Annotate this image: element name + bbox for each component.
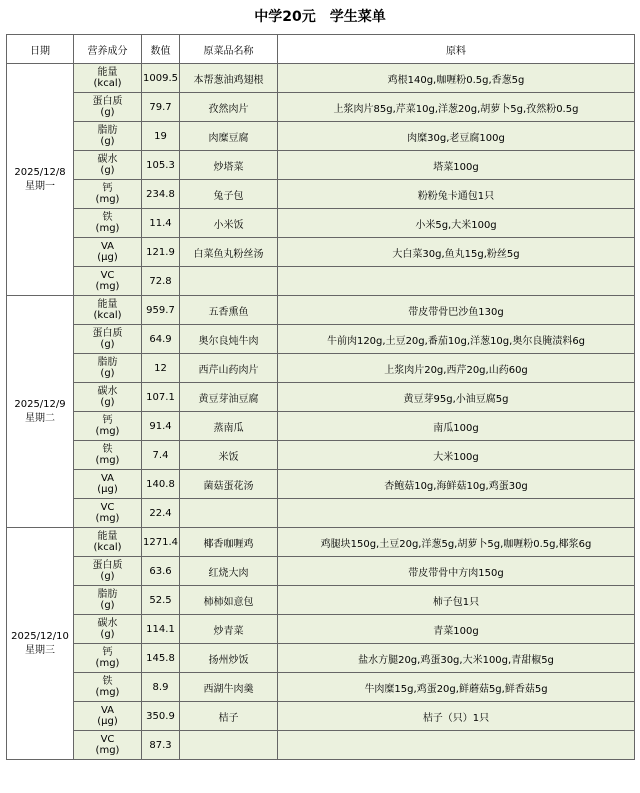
value-cell: 22.4 xyxy=(142,499,180,528)
table-row xyxy=(7,586,635,615)
weekday-text: 星期二 xyxy=(25,412,55,424)
nutrient-name: 钙 xyxy=(102,183,113,194)
nutrient-unit: (g) xyxy=(100,107,115,118)
dish-cell: 奥尔良炖牛肉 xyxy=(180,325,278,354)
ingredients-cell: 上浆肉片85g,芹菜10g,洋葱20g,胡萝卜5g,孜然粉0.5g xyxy=(278,93,635,122)
nutrient-name: 蛋白质 xyxy=(92,560,123,571)
nutrient-cell xyxy=(74,615,142,644)
dish-cell: 五香熏鱼 xyxy=(180,296,278,325)
table-row xyxy=(7,296,635,325)
ingredients-cell: 牛前肉120g,土豆20g,番茄10g,洋葱10g,奥尔良腌渍料6g xyxy=(278,325,635,354)
nutrient-unit: (mg) xyxy=(95,455,120,466)
nutrient-cell xyxy=(74,644,142,673)
value-cell: 145.8 xyxy=(142,644,180,673)
nutrient-name: 钙 xyxy=(102,647,113,658)
nutrient-cell xyxy=(74,93,142,122)
nutrient-cell xyxy=(74,296,142,325)
nutrient-unit: (mg) xyxy=(95,426,120,437)
value-cell: 1271.4 xyxy=(142,528,180,557)
ingredients-cell: 肉糜30g,老豆腐100g xyxy=(278,122,635,151)
table-row xyxy=(7,180,635,209)
nutrient-name: VC xyxy=(100,734,115,745)
nutrient-cell xyxy=(74,122,142,151)
nutrient-unit: (g) xyxy=(100,368,115,379)
nutrient-cell xyxy=(74,64,142,93)
nutrient-name: 碳水 xyxy=(97,154,118,165)
table-row xyxy=(7,238,635,267)
dish-cell: 小米饭 xyxy=(180,209,278,238)
menu-body xyxy=(7,64,635,760)
nutrient-unit: (mg) xyxy=(95,194,120,205)
nutrient-name: VA xyxy=(100,473,115,484)
nutrient-name: 脂肪 xyxy=(97,125,118,136)
table-row xyxy=(7,267,635,296)
nutrient-unit: (g) xyxy=(100,571,115,582)
nutrient-name: 蛋白质 xyxy=(92,328,123,339)
table-row xyxy=(7,93,635,122)
dish-cell: 西芹山药肉片 xyxy=(180,354,278,383)
nutrient-name: 铁 xyxy=(102,212,113,223)
value-cell: 12 xyxy=(142,354,180,383)
header-dish: 原菜品名称 xyxy=(180,35,278,64)
ingredients-cell: 大米100g xyxy=(278,441,635,470)
nutrient-cell xyxy=(74,470,142,499)
ingredients-cell: 大白菜30g,鱼丸15g,粉丝5g xyxy=(278,238,635,267)
dish-cell: 蒸南瓜 xyxy=(180,412,278,441)
nutrient-unit: (kcal) xyxy=(93,310,122,321)
table-header-row xyxy=(7,35,635,64)
ingredients-cell: 牛肉糜15g,鸡蛋20g,鲜蘑菇5g,鲜香菇5g xyxy=(278,673,635,702)
header-ingredients: 原料 xyxy=(278,35,635,64)
table-row xyxy=(7,702,635,731)
value-cell: 11.4 xyxy=(142,209,180,238)
value-cell: 79.7 xyxy=(142,93,180,122)
value-cell: 64.9 xyxy=(142,325,180,354)
nutrient-cell xyxy=(74,151,142,180)
ingredients-cell: 带皮带骨中方肉150g xyxy=(278,557,635,586)
header-nutrient: 营养成分 xyxy=(74,35,142,64)
value-cell: 350.9 xyxy=(142,702,180,731)
header-value: 数值 xyxy=(142,35,180,64)
dish-cell xyxy=(180,731,278,760)
table-row xyxy=(7,644,635,673)
value-cell: 72.8 xyxy=(142,267,180,296)
nutrient-name: 铁 xyxy=(102,676,113,687)
nutrient-name: 能量 xyxy=(97,299,118,310)
dish-cell: 米饭 xyxy=(180,441,278,470)
dish-cell: 炒塔菜 xyxy=(180,151,278,180)
ingredients-cell: 青菜100g xyxy=(278,615,635,644)
value-cell: 7.4 xyxy=(142,441,180,470)
nutrient-name: 脂肪 xyxy=(97,357,118,368)
dish-cell xyxy=(180,499,278,528)
dish-cell: 柿柿如意包 xyxy=(180,586,278,615)
table-row xyxy=(7,64,635,93)
dish-cell: 白菜鱼丸粉丝汤 xyxy=(180,238,278,267)
table-row xyxy=(7,673,635,702)
table-row xyxy=(7,412,635,441)
nutrient-cell xyxy=(74,528,142,557)
dish-cell: 菌菇蛋花汤 xyxy=(180,470,278,499)
value-cell: 959.7 xyxy=(142,296,180,325)
nutrient-cell xyxy=(74,209,142,238)
nutrient-name: 钙 xyxy=(102,415,113,426)
nutrient-unit: (mg) xyxy=(95,658,120,669)
value-cell: 140.8 xyxy=(142,470,180,499)
value-cell: 121.9 xyxy=(142,238,180,267)
nutrient-unit: (g) xyxy=(100,136,115,147)
table-row xyxy=(7,441,635,470)
value-cell: 63.6 xyxy=(142,557,180,586)
dish-cell: 肉糜豆腐 xyxy=(180,122,278,151)
dish-cell: 西湖牛肉羹 xyxy=(180,673,278,702)
nutrient-name: 脂肪 xyxy=(97,589,118,600)
nutrient-cell xyxy=(74,180,142,209)
date-text: 2025/12/9 xyxy=(14,398,66,410)
table-row xyxy=(7,354,635,383)
dish-cell: 孜然肉片 xyxy=(180,93,278,122)
table-row xyxy=(7,528,635,557)
value-cell: 105.3 xyxy=(142,151,180,180)
value-cell: 91.4 xyxy=(142,412,180,441)
nutrient-unit: (μg) xyxy=(97,252,118,263)
dish-cell: 黄豆芽油豆腐 xyxy=(180,383,278,412)
value-cell: 8.9 xyxy=(142,673,180,702)
nutrient-unit: (mg) xyxy=(95,745,120,756)
nutrient-name: VA xyxy=(100,241,115,252)
nutrient-name: 能量 xyxy=(97,67,118,78)
ingredients-cell: 杏鲍菇10g,海鲜菇10g,鸡蛋30g xyxy=(278,470,635,499)
nutrient-unit: (g) xyxy=(100,397,115,408)
nutrient-cell xyxy=(74,499,142,528)
nutrient-unit: (g) xyxy=(100,165,115,176)
menu-table xyxy=(6,34,635,760)
dish-cell: 炒青菜 xyxy=(180,615,278,644)
value-cell: 114.1 xyxy=(142,615,180,644)
nutrient-cell xyxy=(74,325,142,354)
date-cell xyxy=(7,528,74,760)
nutrient-unit: (mg) xyxy=(95,223,120,234)
dish-cell xyxy=(180,267,278,296)
nutrient-name: 碳水 xyxy=(97,386,118,397)
value-cell: 87.3 xyxy=(142,731,180,760)
nutrient-unit: (mg) xyxy=(95,513,120,524)
header-date: 日期 xyxy=(7,35,74,64)
ingredients-cell: 塔菜100g xyxy=(278,151,635,180)
nutrient-cell xyxy=(74,354,142,383)
nutrient-cell xyxy=(74,557,142,586)
ingredients-cell: 粉粉兔卡通包1只 xyxy=(278,180,635,209)
table-row xyxy=(7,151,635,180)
value-cell: 19 xyxy=(142,122,180,151)
ingredients-cell: 上浆肉片20g,西芹20g,山药60g xyxy=(278,354,635,383)
nutrient-unit: (mg) xyxy=(95,687,120,698)
table-row xyxy=(7,325,635,354)
nutrient-name: VA xyxy=(100,705,115,716)
nutrient-unit: (kcal) xyxy=(93,78,122,89)
nutrient-name: VC xyxy=(100,270,115,281)
nutrient-cell xyxy=(74,412,142,441)
table-row xyxy=(7,209,635,238)
value-cell: 52.5 xyxy=(142,586,180,615)
table-row xyxy=(7,122,635,151)
nutrient-name: 蛋白质 xyxy=(92,96,123,107)
nutrient-cell xyxy=(74,673,142,702)
table-row xyxy=(7,383,635,412)
page-title: 中学20元 学生菜单 xyxy=(254,9,386,25)
nutrient-cell xyxy=(74,731,142,760)
nutrient-name: VC xyxy=(100,502,115,513)
table-row xyxy=(7,731,635,760)
nutrient-cell xyxy=(74,441,142,470)
ingredients-cell xyxy=(278,499,635,528)
dish-cell: 兔子包 xyxy=(180,180,278,209)
ingredients-cell: 黄豆芽95g,小油豆腐5g xyxy=(278,383,635,412)
nutrient-name: 能量 xyxy=(97,531,118,542)
dish-cell: 红烧大肉 xyxy=(180,557,278,586)
ingredients-cell: 南瓜100g xyxy=(278,412,635,441)
value-cell: 1009.5 xyxy=(142,64,180,93)
weekday-text: 星期三 xyxy=(25,644,55,656)
nutrient-cell xyxy=(74,267,142,296)
table-row xyxy=(7,470,635,499)
ingredients-cell: 鸡根140g,咖喱粉0.5g,香葱5g xyxy=(278,64,635,93)
ingredients-cell xyxy=(278,731,635,760)
value-cell: 234.8 xyxy=(142,180,180,209)
ingredients-cell: 桔子（只）1只 xyxy=(278,702,635,731)
nutrient-unit: (g) xyxy=(100,600,115,611)
ingredients-cell: 小米5g,大米100g xyxy=(278,209,635,238)
table-row xyxy=(7,499,635,528)
ingredients-cell xyxy=(278,267,635,296)
date-cell xyxy=(7,64,74,296)
nutrient-name: 碳水 xyxy=(97,618,118,629)
nutrient-unit: (μg) xyxy=(97,484,118,495)
dish-cell: 椰香咖喱鸡 xyxy=(180,528,278,557)
nutrient-unit: (kcal) xyxy=(93,542,122,553)
dish-cell: 本帮葱油鸡翅根 xyxy=(180,64,278,93)
nutrient-cell xyxy=(74,586,142,615)
nutrient-cell xyxy=(74,238,142,267)
nutrient-cell xyxy=(74,383,142,412)
date-cell xyxy=(7,296,74,528)
value-cell: 107.1 xyxy=(142,383,180,412)
nutrient-unit: (mg) xyxy=(95,281,120,292)
ingredients-cell: 柿子包1只 xyxy=(278,586,635,615)
nutrient-unit: (g) xyxy=(100,629,115,640)
date-text: 2025/12/8 xyxy=(14,166,66,178)
ingredients-cell: 盐水方腿20g,鸡蛋30g,大米100g,青甜椒5g xyxy=(278,644,635,673)
nutrient-unit: (g) xyxy=(100,339,115,350)
dish-cell: 扬州炒饭 xyxy=(180,644,278,673)
ingredients-cell: 鸡腿块150g,土豆20g,洋葱5g,胡萝卜5g,咖喱粉0.5g,椰浆6g xyxy=(278,528,635,557)
weekday-text: 星期一 xyxy=(25,180,55,192)
table-row xyxy=(7,615,635,644)
nutrient-name: 铁 xyxy=(102,444,113,455)
ingredients-cell: 带皮带骨巴沙鱼130g xyxy=(278,296,635,325)
date-text: 2025/12/10 xyxy=(11,630,69,642)
nutrient-unit: (μg) xyxy=(97,716,118,727)
dish-cell: 桔子 xyxy=(180,702,278,731)
nutrient-cell xyxy=(74,702,142,731)
table-row xyxy=(7,557,635,586)
